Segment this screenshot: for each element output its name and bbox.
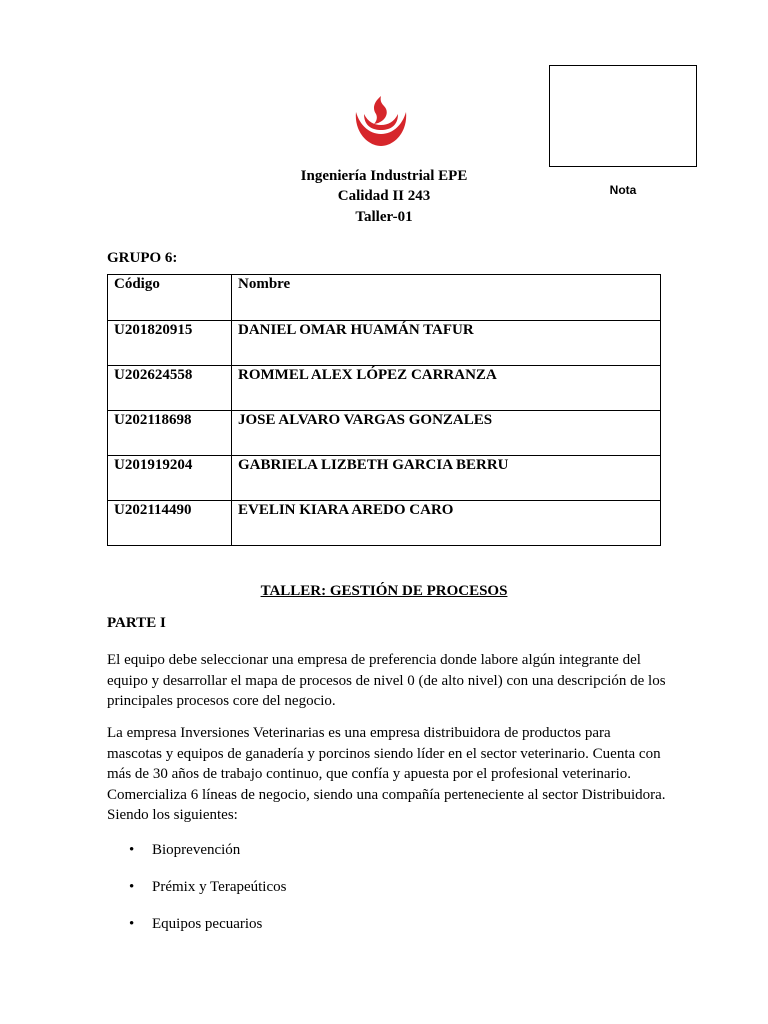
table-row [108,501,661,546]
business-lines-list [107,840,286,951]
list-item: • Bioprevención [107,840,286,877]
member-name: DANIEL OMAR HUAMÁN TAFUR [232,321,661,366]
company-paragraph: La empresa Inversiones Veterinarias es una empresa distribuidora de productos para mascotas y equipos de ganadería y porcinos siendo líder en el sector veterinario. Cuenta con más de 30 años de trabajo continuo, que confía y apuesta por el profesional veterinario. Comercializa 6 líneas de negocio, siendo una compañía perteneciente al sector Distribuidora. Siendo los siguientes: [107,725,666,823]
grade-box [549,65,697,167]
part-label: PARTE I [107,615,166,631]
member-name: GABRIELA LIZBETH GARCIA BERRU [232,456,661,501]
column-header-code: Código [108,275,232,321]
list-item: • Equipos pecuarios [107,914,286,951]
member-code: U201919204 [108,456,232,501]
members-table [107,274,661,546]
list-item: • Prémix y Terapeúticos [107,877,286,914]
section-title: TALLER: GESTIÓN DE PROCESOS [260,583,508,599]
table-header-row [108,275,661,321]
assignment-title: Taller-01 [355,209,413,225]
table-row [108,456,661,501]
grade-label: Nota [609,183,637,197]
university-logo-icon [352,92,410,148]
instruction-paragraph: El equipo debe seleccionar una empresa de preferencia donde labore algún integrante del equipo y desarrollar el mapa de procesos de nivel 0 (de alto nivel) con una descripción de los principales procesos core del negocio. [107,652,666,709]
program-title: Ingeniería Industrial EPE [300,168,468,184]
table-row [108,411,661,456]
member-code: U202114490 [108,501,232,546]
member-code: U202118698 [108,411,232,456]
member-name: EVELIN KIARA AREDO CARO [232,501,661,546]
table-row [108,366,661,411]
member-name: ROMMEL ALEX LÓPEZ CARRANZA [232,366,661,411]
member-code: U201820915 [108,321,232,366]
member-code: U202624558 [108,366,232,411]
group-label: GRUPO 6: [107,250,178,266]
member-name: JOSE ALVARO VARGAS GONZALES [232,411,661,456]
table-row [108,321,661,366]
course-title: Calidad II 243 [337,188,431,204]
column-header-name: Nombre [232,275,661,321]
